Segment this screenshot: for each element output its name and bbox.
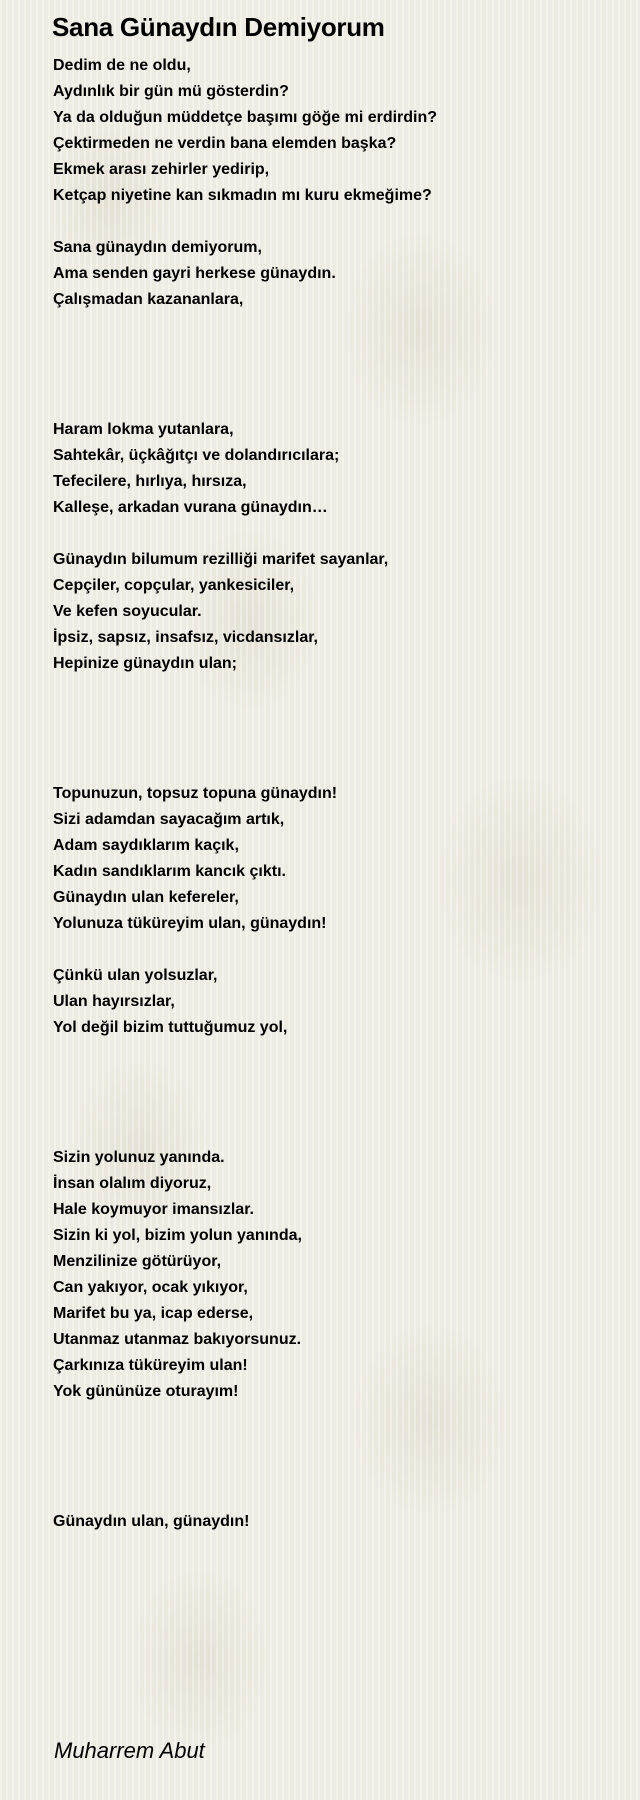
poem-line: Haram lokma yutanlara, — [53, 421, 234, 438]
stanza-gap — [53, 1119, 623, 1145]
stanza-gap — [53, 1431, 623, 1457]
poem-line: Yok gününüze oturayım! — [53, 1383, 239, 1400]
poem-line: Utanmaz utanmaz bakıyorsunuz. — [53, 1331, 302, 1348]
stanza-gap — [53, 1093, 623, 1119]
poem-line: Çalışmadan kazananlara, — [53, 291, 244, 308]
stanza-gap — [53, 521, 623, 547]
stanza-gap — [53, 391, 623, 417]
poem-line: Çektirmeden ne verdin bana elemden başka? — [53, 135, 397, 152]
poem-line: Sizin ki yol, bizim yolun yanında, — [53, 1227, 302, 1244]
stanza-gap — [53, 1457, 623, 1483]
stanza-gap — [53, 677, 623, 703]
poem-line: Sana günaydın demiyorum, — [53, 239, 262, 256]
poem-line: Ketçap niyetine kan sıkmadın mı kuru ekmeğime? — [53, 187, 432, 204]
poem-line: Günaydın ulan kefereler, — [53, 889, 239, 906]
poem-line: Günaydın ulan, günaydın! — [53, 1513, 250, 1530]
poem-line: Adam saydıklarım kaçık, — [53, 837, 239, 854]
poem-line: Ama senden gayri herkese günaydın. — [53, 265, 336, 282]
poem-line: Ve kefen soyucular. — [53, 603, 202, 620]
poem-line: Hepinize günaydın ulan; — [53, 655, 238, 672]
stanza-gap — [53, 209, 623, 235]
poem-line: Cepçiler, copçular, yankesiciler, — [53, 577, 295, 594]
stanza-gap — [53, 755, 623, 781]
poem-line: Sizin yolunuz yanında. — [53, 1149, 225, 1166]
poem-line: Günaydın bilumum rezilliği marifet sayanlar, — [53, 551, 389, 568]
stanza-gap — [53, 729, 623, 755]
poem-line: Yol değil bizim tuttuğumuz yol, — [53, 1019, 288, 1036]
poem-line: Aydınlık bir gün mü gösterdin? — [53, 83, 289, 100]
poem-line: Ekmek arası zehirler yedirip, — [53, 161, 270, 178]
poem-line: Hale koymuyor imansızlar. — [53, 1201, 254, 1218]
poem-body — [53, 53, 623, 1535]
poem-line: Tefecilere, hırlıya, hırsıza, — [53, 473, 247, 490]
stanza-gap — [53, 1067, 623, 1093]
poem-line: Dedim de ne oldu, — [53, 57, 191, 74]
poem-line: Sahtekâr, üçkâğıtçı ve dolandırıcılara; — [53, 447, 340, 464]
poem-line: Marifet bu ya, icap ederse, — [53, 1305, 254, 1322]
poem-line: Çarkınıza tüküreyim ulan! — [53, 1357, 248, 1374]
stanza-gap — [53, 1041, 623, 1067]
poem-line: Sizi adamdan sayacağım artık, — [53, 811, 285, 828]
poem-line: İnsan olalım diyoruz, — [53, 1175, 212, 1192]
stanza-gap — [53, 937, 623, 963]
poem-line: Yolunuza tüküreyim ulan, günaydın! — [53, 915, 327, 932]
stanza-gap — [53, 1405, 623, 1431]
poem-line: Topunuzun, topsuz topuna günaydın! — [53, 785, 338, 802]
poem-line: İpsiz, sapsız, insafsız, vicdansızlar, — [53, 629, 318, 646]
stanza-gap — [53, 365, 623, 391]
poem-line: Kalleşe, arkadan vurana günaydın… — [53, 499, 328, 516]
stanza-gap — [53, 313, 623, 339]
stanza-gap — [53, 339, 623, 365]
poem-line: Can yakıyor, ocak yıkıyor, — [53, 1279, 248, 1296]
stanza-gap — [53, 703, 623, 729]
poem-title: Sana Günaydın Demiyorum — [52, 12, 385, 42]
poem-line: Çünkü ulan yolsuzlar, — [53, 967, 218, 984]
poem-line: Kadın sandıklarım kancık çıktı. — [53, 863, 286, 880]
poem-author: Muharrem Abut — [54, 1738, 205, 1763]
poem-line: Ulan hayırsızlar, — [53, 993, 175, 1010]
poem-line: Menzilinize götürüyor, — [53, 1253, 222, 1270]
stanza-gap — [53, 1483, 623, 1509]
poem-line: Ya da olduğun müddetçe başımı göğe mi erdirdin? — [53, 109, 438, 126]
